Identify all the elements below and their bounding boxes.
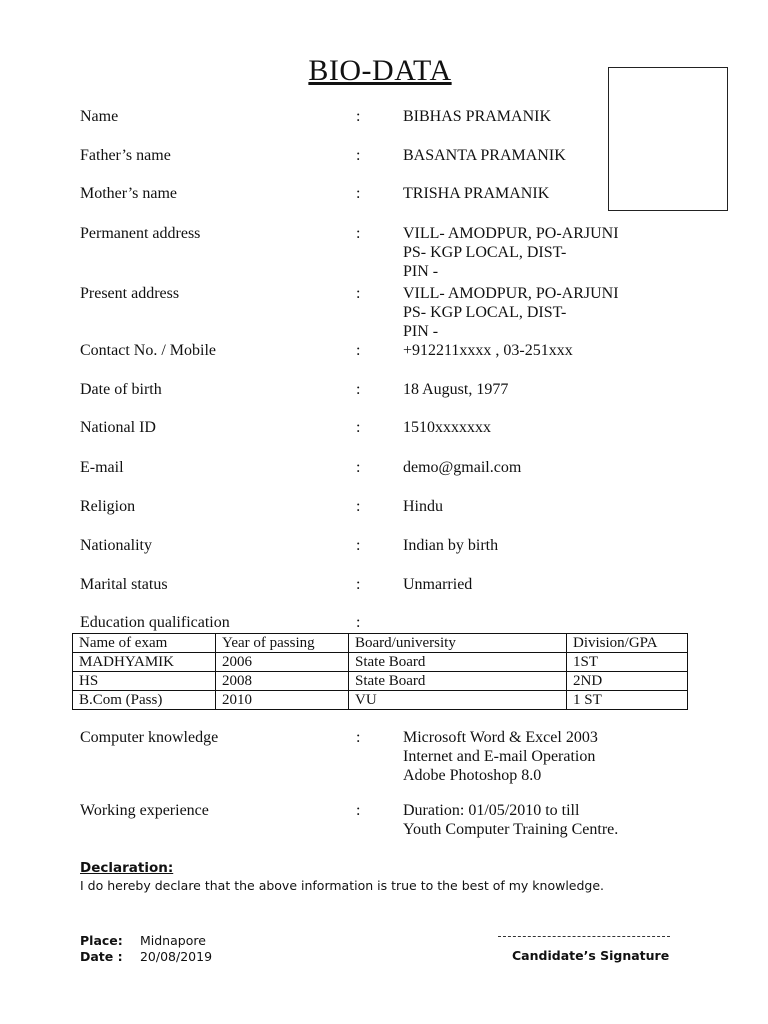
field-value-line: +912211xxxx , 03-251xxx [403,342,573,359]
field-colon: : [356,802,361,819]
column-header: Name of exam [73,634,216,653]
field-value [403,418,491,437]
signature-label: Candidate’s Signature [512,948,670,963]
field-label: Name [80,108,119,125]
declaration-section [80,860,720,893]
field-value-line: 18 August, 1977 [403,381,509,398]
field-label: Present address [80,285,180,302]
table-cell: State Board [349,672,567,691]
field-label: Father’s name [80,147,171,164]
field-colon: : [356,185,361,202]
field-value [403,575,472,594]
education-table [72,633,688,710]
field-value-line: Youth Computer Training Centre. [403,821,619,838]
field-value [403,801,618,839]
field-value [403,497,443,516]
field-value [403,380,508,399]
field-value [403,224,619,281]
field-colon: : [356,729,361,746]
field-label: Education qualification [80,614,230,631]
date-line [80,949,212,964]
field-colon: : [356,285,361,302]
field-colon: : [356,537,361,554]
field-value-line: 1510xxxxxxx [403,419,491,436]
declaration-heading: Declaration: [80,860,174,876]
field-label: Permanent address [80,225,201,242]
field-value-line: Unmarried [403,576,473,593]
field-value-line: PIN - [403,263,439,280]
signature-line [498,936,670,937]
field-label: Working experience [80,802,209,819]
table-cell: 2008 [216,672,349,691]
column-header: Year of passing [216,634,349,653]
table-cell: 1 ST [567,691,688,710]
field-label: E-mail [80,459,124,476]
field-colon: : [356,342,361,359]
table-cell: 2006 [216,653,349,672]
field-value [403,728,598,785]
field-label: Date of birth [80,381,162,398]
table-cell: 2ND [567,672,688,691]
field-value-line: Duration: 01/05/2010 to till [403,802,580,819]
field-colon: : [356,614,361,631]
date-value: 20/08/2019 [139,949,213,964]
field-value-line: PS- KGP LOCAL, DIST- [403,244,567,261]
field-value-line: PS- KGP LOCAL, DIST- [403,304,567,321]
column-header: Board/university [349,634,567,653]
field-label: Contact No. / Mobile [80,342,216,359]
declaration-text: I do hereby declare that the above information is true to the best of my knowledge. [80,878,605,893]
field-label: National ID [80,419,156,436]
field-colon: : [356,225,361,242]
field-value-line: demo@gmail.com [403,459,522,476]
table-row [73,691,688,710]
education-header-row [73,634,688,653]
field-value [403,107,551,126]
field-value [403,536,498,555]
field-value-line: Microsoft Word & Excel 2003 [403,729,598,746]
table-row [73,672,688,691]
place-value: Midnapore [139,933,206,948]
field-colon: : [356,576,361,593]
field-value [403,284,619,341]
field-value-line: TRISHA PRAMANIK [403,185,550,202]
date-label: Date : [80,949,123,964]
field-label: Marital status [80,576,168,593]
table-cell: VU [349,691,567,710]
page-title: BIO-DATA [308,54,452,87]
field-value [403,184,549,203]
place-label: Place: [80,933,123,948]
field-value-line: Indian by birth [403,537,499,554]
table-cell: 2010 [216,691,349,710]
field-colon: : [356,108,361,125]
table-row [73,653,688,672]
field-colon: : [356,381,361,398]
field-value-line: BIBHAS PRAMANIK [403,108,552,125]
field-value-line: VILL- AMODPUR, PO-ARJUNI [403,285,619,302]
field-value-line: Internet and E-mail Operation [403,748,596,765]
field-label: Computer knowledge [80,729,219,746]
column-header: Division/GPA [567,634,688,653]
field-value-line: BASANTA PRAMANIK [403,147,566,164]
field-value [403,146,566,165]
table-cell: B.Com (Pass) [73,691,216,710]
field-value [403,458,521,477]
place-line [80,933,206,948]
table-cell: MADHYAMIK [73,653,216,672]
field-label: Mother’s name [80,185,178,202]
field-colon: : [356,498,361,515]
table-cell: 1ST [567,653,688,672]
table-cell: State Board [349,653,567,672]
table-cell: HS [73,672,216,691]
field-value-line: Adobe Photoshop 8.0 [403,767,542,784]
field-label: Religion [80,498,136,515]
photo-placeholder [608,67,728,211]
field-colon: : [356,459,361,476]
field-value-line: VILL- AMODPUR, PO-ARJUNI [403,225,619,242]
field-label: Nationality [80,537,152,554]
field-value-line: Hindu [403,498,443,515]
field-colon: : [356,419,361,436]
field-value [403,341,573,360]
field-colon: : [356,147,361,164]
field-value-line: PIN - [403,323,439,340]
